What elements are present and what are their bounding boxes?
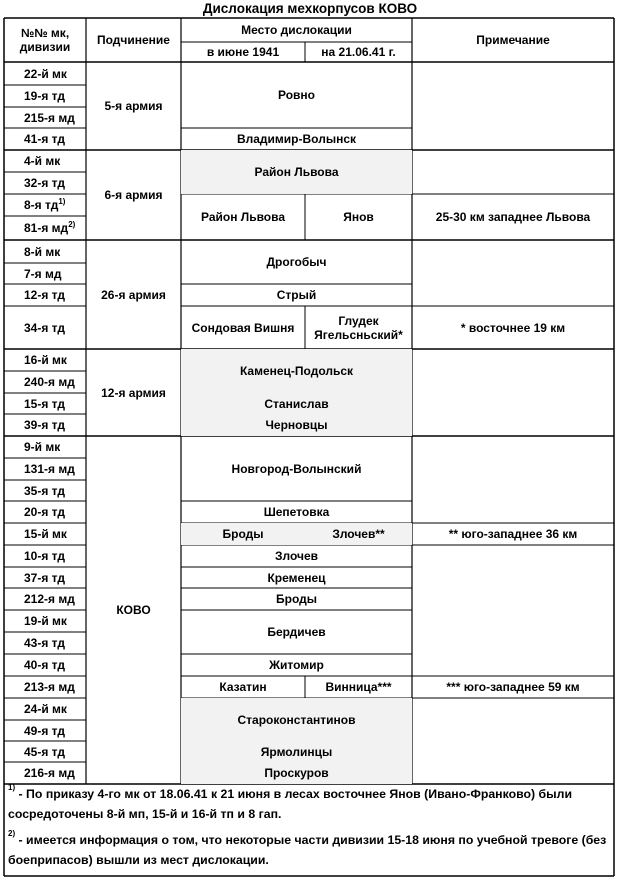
location-cell: Проскуров [181, 762, 412, 784]
unit-cell [4, 545, 86, 567]
unit-label: 45-я тд [24, 744, 66, 759]
unit-cell [4, 128, 86, 150]
location-cell: Янов [343, 210, 374, 224]
location-cell: Глудек Ягельсньский* [314, 313, 403, 342]
unit-label: 12-я тд [24, 288, 66, 302]
unit-cell: 8-я тд $^{1)}$ [24, 197, 66, 212]
location-cell: Черновцы [181, 414, 412, 436]
unit-cell [4, 610, 86, 632]
subordination-cell: 26-я армия [101, 287, 166, 302]
unit-cell [4, 480, 86, 501]
header-location: Место дислокации [241, 23, 352, 37]
unit-label: 39-я тд [24, 418, 66, 432]
location-cell: Ровно [278, 88, 315, 102]
unit-cell [4, 632, 86, 654]
unit-label: 41-я тд [24, 132, 66, 146]
unit-cell [4, 588, 86, 610]
unit-label: 212-я мд [24, 592, 75, 606]
location-cell: Дрогобыч [266, 255, 327, 269]
unit-label: 37-я тд [24, 570, 66, 585]
unit-label: 10-я тд [24, 549, 66, 563]
unit-label: 49-я тд [24, 723, 66, 738]
unit-cell [4, 150, 86, 172]
location-cell: Злочев** [305, 523, 412, 545]
location-cell: Каменец-Подольск [181, 349, 412, 393]
location-cell: Староконстантинов [181, 698, 412, 741]
unit-label: 81-я мд [24, 221, 69, 235]
unit-label: 43-я тд [24, 636, 66, 650]
unit-label: 240-я мд [24, 375, 75, 389]
unit-label: 15-я тд [24, 396, 66, 411]
location-cell: Винница*** [325, 680, 392, 694]
location-cell: Стрый [276, 288, 317, 302]
unit-cell [4, 762, 86, 784]
note-cell: 25-30 км западнее Львова [435, 210, 591, 224]
unit-cell [4, 172, 86, 194]
unit-cell [4, 567, 86, 588]
header-note: Примечание [476, 33, 550, 47]
unit-label: 15-й мк [24, 527, 67, 541]
footnote-2-mark: 2) [8, 828, 16, 838]
location-cell: Район Львова [181, 150, 412, 194]
unit-label: 22-й мк [24, 66, 67, 81]
document-title: Дислокация мехкорпусов КОВО [202, 1, 418, 16]
location-cell: Сондовая Вишня [191, 320, 295, 335]
unit-label: 9-й мк [24, 440, 61, 454]
location-cell: Шепетовка [263, 505, 330, 519]
unit-cell [4, 393, 86, 414]
footnote-1 [8, 784, 612, 824]
location-cell: Казатин [219, 680, 267, 694]
unit-cell [4, 654, 86, 676]
location-cell: Броды [181, 523, 305, 545]
footnote-2 [8, 830, 612, 870]
subordination-cell: 5-я армия [104, 99, 163, 113]
unit-cell [4, 414, 86, 436]
unit-label: 35-я тд [24, 483, 66, 498]
unit-cell [4, 698, 86, 720]
unit-cell [4, 85, 86, 107]
unit-cell [4, 501, 86, 523]
unit-label: 24-й мк [24, 702, 67, 716]
location-cell: Злочев [274, 549, 319, 563]
location-cell: Владимир-Волынск [236, 132, 357, 146]
unit-label: 216-я мд [24, 766, 75, 780]
footnote-2-text: - имеется информация о том, что некоторые части дивизии 15-18 июня по учебной тревоге (без боеприпасов) вышли из мест дислокации. [8, 833, 607, 867]
unit-cell [4, 349, 86, 371]
unit-cell [4, 720, 86, 741]
note-cell: *** юго-западнее 59 км [446, 680, 580, 694]
unit-label: 4-й мк [24, 154, 61, 168]
unit-label: 19-й мк [24, 614, 67, 628]
unit-cell [4, 371, 86, 393]
unit-label: 34-я тд [24, 320, 66, 335]
location-cell: Район Львова [200, 210, 286, 224]
unit-cell [4, 284, 86, 306]
unit-cell [4, 62, 86, 85]
subordination-cell: 6-я армия [104, 188, 163, 202]
location-cell: Бердичев [267, 625, 326, 639]
unit-cell [4, 436, 86, 458]
location-cell: Кременец [267, 570, 326, 585]
unit-cell [4, 240, 86, 263]
unit-cell [4, 107, 86, 128]
location-cell: Станислав [181, 393, 412, 414]
unit-label: 8-я тд [24, 198, 59, 212]
unit-label: 16-й мк [24, 353, 67, 367]
location-cell: Житомир [269, 658, 324, 672]
unit-cell [4, 263, 86, 284]
note-cell: * восточнее 19 км [460, 320, 566, 335]
note-cell: ** юго-западнее 36 км [448, 527, 578, 541]
unit-label: 7-я мд [24, 266, 62, 281]
subordination-cell: КОВО [116, 603, 151, 617]
header-subordination: Подчинение [97, 33, 170, 47]
unit-cell: 81-я мд $^{2)}$ [24, 220, 76, 235]
unit-label: 20-я тд [24, 505, 66, 519]
unit-cell [4, 741, 86, 762]
unit-label: 213-я мд [24, 680, 75, 694]
unit-label: 131-я мд [24, 462, 75, 476]
unit-label: 8-й мк [24, 244, 61, 259]
unit-label: 19-я тд [24, 89, 66, 103]
header-unit: №№ мк, дивизии [19, 26, 71, 54]
location-cell: Броды [276, 592, 317, 606]
footnote-1-mark: 1) [8, 782, 16, 792]
unit-label: 215-я мд [24, 110, 75, 125]
subordination-cell: 12-я армия [101, 385, 166, 400]
footnote-1-text: - По приказу 4-го мк от 18.06.41 к 21 июня в лесах восточнее Янов (Ивано-Франково) были сосредоточены 8-й мп, 15-й и 16-й тп и 8 гап. [8, 787, 573, 821]
location-cell: Новгород-Волынский [231, 461, 362, 476]
header-june-1941: в июне 1941 [206, 45, 280, 59]
unit-cell [4, 306, 86, 349]
header-date: на 21.06.41 г. [321, 45, 396, 59]
unit-label: 40-я тд [24, 658, 66, 672]
unit-label: 32-я тд [24, 176, 66, 190]
location-cell: Ярмолинцы [181, 741, 412, 762]
unit-cell [4, 523, 86, 545]
unit-cell [4, 458, 86, 480]
unit-cell [4, 676, 86, 698]
